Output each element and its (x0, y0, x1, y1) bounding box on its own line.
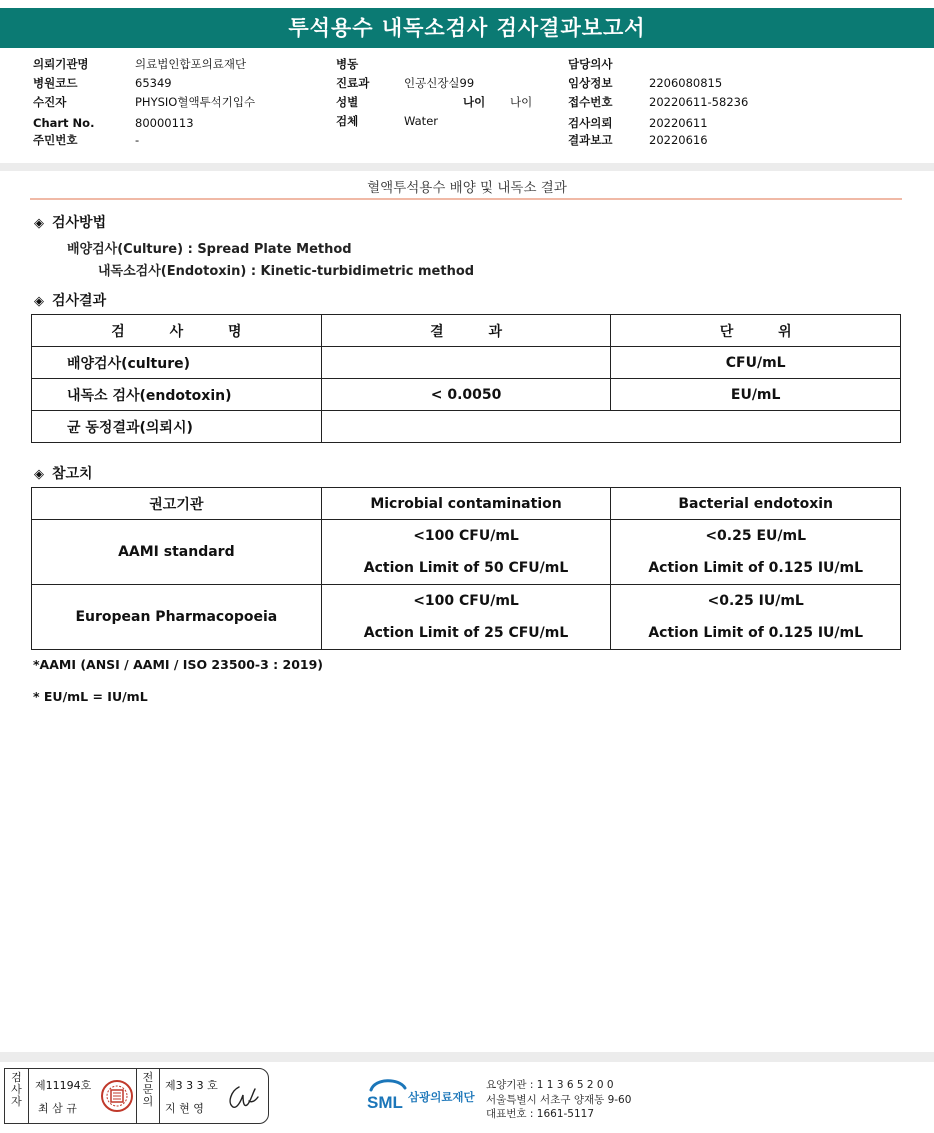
sml-logo-text: SML (367, 1093, 403, 1112)
result-name-identification: 균 동정결과(의뢰시) (32, 411, 322, 443)
diamond-bullet-icon: ◈ (34, 467, 44, 482)
header-label-physician: 담당의사 (568, 57, 613, 71)
header-value-department: 인공신장실99 (404, 76, 475, 90)
header-value-patient: PHYSIO혈액투석기입수 (135, 95, 256, 109)
specialist-label-char: 문 (142, 1083, 154, 1096)
reference-microbial-aami (321, 520, 611, 585)
table-row (32, 585, 901, 650)
result-section-heading (34, 290, 106, 310)
examiner-license: 제11194호 (35, 1079, 92, 1092)
header-value-institution: 의료법인합포의료재단 (135, 57, 247, 71)
method-culture: 배양검사(Culture) : Spread Plate Method (67, 242, 352, 257)
note-aami: *AAMI (ANSI / AAMI / ISO 23500-3 : 2019) (33, 657, 324, 672)
subtitle-underline (30, 198, 902, 200)
reference-section-heading (34, 463, 93, 483)
header-label-department: 진료과 (336, 76, 370, 90)
specialist-label-char: 전 (142, 1071, 154, 1084)
header-value-clinical-info: 2206080815 (649, 76, 723, 90)
result-value-endotoxin: < 0.0050 (321, 379, 611, 411)
result-value-culture (321, 347, 611, 379)
method-heading-text: 검사방법 (52, 215, 107, 231)
header-value-request-date: 20220611 (649, 116, 708, 130)
method-endotoxin: 내독소검사(Endotoxin) : Kinetic-turbidimetric method (98, 264, 475, 279)
org-code: 요양기관 : 1 1 3 6 5 2 0 0 (486, 1079, 614, 1091)
reference-heading-text: 참고치 (52, 466, 93, 482)
header-label-patient: 수진자 (33, 95, 67, 109)
result-header-row (32, 315, 901, 347)
sml-logo-icon (365, 1076, 410, 1116)
method-section-heading (34, 212, 106, 232)
reference-endotoxin-aami-limit: <0.25 EU/mL (705, 528, 807, 544)
result-table (31, 314, 901, 443)
result-header-result: 결 과 (321, 315, 611, 347)
examiner-label-char: 검 (11, 1071, 22, 1084)
org-name: 삼광의료재단 (408, 1090, 475, 1104)
header-label-institution: 의뢰기관명 (33, 57, 89, 71)
footer-divider (0, 1052, 934, 1062)
note-units: * EU/mL = IU/mL (33, 689, 148, 704)
reference-endotoxin-ep-limit: <0.25 IU/mL (707, 593, 804, 609)
table-row (32, 411, 901, 443)
reference-org-ep: European Pharmacopoeia (32, 585, 322, 650)
report-subtitle: 혈액투석용수 배양 및 내독소 결과 (367, 180, 567, 196)
header-value-reception-no: 20220611-58236 (649, 95, 749, 109)
header-value-age: 나이 (510, 95, 533, 109)
header-label-report-date: 결과보고 (568, 133, 613, 147)
reference-org-aami: AAMI standard (32, 520, 322, 585)
reference-header-microbial: Microbial contamination (321, 488, 611, 520)
specialist-name: 지 현 영 (165, 1102, 204, 1115)
org-phone: 대표번호 : 1661-5117 (486, 1108, 595, 1120)
diamond-bullet-icon: ◈ (34, 294, 44, 309)
reference-microbial-ep-limit: <100 CFU/mL (413, 593, 519, 609)
result-unit-endotoxin: EU/mL (611, 379, 901, 411)
reference-endotoxin-aami-action: Action Limit of 0.125 IU/mL (648, 560, 864, 576)
report-title: 투석용수 내독소검사 검사결과보고서 (0, 8, 934, 48)
result-unit-culture: CFU/mL (611, 347, 901, 379)
header-label-clinical-info: 임상정보 (568, 76, 613, 90)
header-label-specimen: 검체 (336, 114, 359, 128)
reference-microbial-aami-limit: <100 CFU/mL (413, 528, 519, 544)
seal-stamp-icon (100, 1079, 134, 1113)
header-label-request-date: 검사의뢰 (568, 116, 613, 130)
result-name-culture: 배양검사(culture) (32, 347, 322, 379)
reference-header-org: 권고기관 (32, 488, 322, 520)
header-divider (0, 163, 934, 171)
table-row (32, 379, 901, 411)
reference-header-row (32, 488, 901, 520)
diamond-bullet-icon: ◈ (34, 216, 44, 231)
header-label-resident-no: 주민번호 (33, 133, 78, 147)
header-label-hospital-code: 병원코드 (33, 76, 78, 90)
reference-endotoxin-ep (611, 585, 901, 650)
signature-icon (225, 1081, 261, 1113)
table-row (32, 347, 901, 379)
specialist-label (136, 1069, 160, 1123)
reference-header-endotoxin: Bacterial endotoxin (611, 488, 901, 520)
header-value-report-date: 20220616 (649, 133, 708, 147)
specialist-license: 제3 3 3 호 (165, 1079, 218, 1092)
result-value-identification (321, 411, 900, 443)
result-heading-text: 검사결과 (52, 293, 107, 309)
specialist-label-char: 의 (142, 1095, 154, 1108)
header-value-hospital-code: 65349 (135, 76, 172, 90)
examiner-name: 최 삼 규 (38, 1102, 77, 1115)
reference-endotoxin-ep-action: Action Limit of 0.125 IU/mL (648, 625, 864, 641)
reference-endotoxin-aami (611, 520, 901, 585)
header-label-ward: 병동 (336, 57, 359, 71)
reference-microbial-ep-action: Action Limit of 25 CFU/mL (363, 625, 569, 641)
header-value-resident-no: - (135, 133, 140, 147)
reference-microbial-aami-action: Action Limit of 50 CFU/mL (363, 560, 569, 576)
header-label-reception-no: 접수번호 (568, 95, 613, 109)
header-label-chart-no: Chart No. (33, 116, 95, 130)
table-row (32, 520, 901, 585)
reference-microbial-ep (321, 585, 611, 650)
result-header-unit: 단 위 (611, 315, 901, 347)
org-address: 서울특별시 서초구 양재동 9-60 (486, 1094, 632, 1106)
reference-table (31, 487, 901, 650)
result-name-endotoxin: 내독소 검사(endotoxin) (32, 379, 322, 411)
header-value-chart-no: 80000113 (135, 116, 194, 130)
examiner-label-char: 자 (11, 1095, 22, 1108)
result-header-name: 검 사 명 (32, 315, 322, 347)
header-label-sex: 성별 (336, 95, 359, 109)
header-label-age: 나이 (463, 95, 486, 109)
examiner-label (5, 1069, 29, 1123)
signature-box (4, 1068, 269, 1124)
examiner-label-char: 사 (11, 1083, 22, 1096)
header-value-specimen: Water (404, 114, 438, 128)
